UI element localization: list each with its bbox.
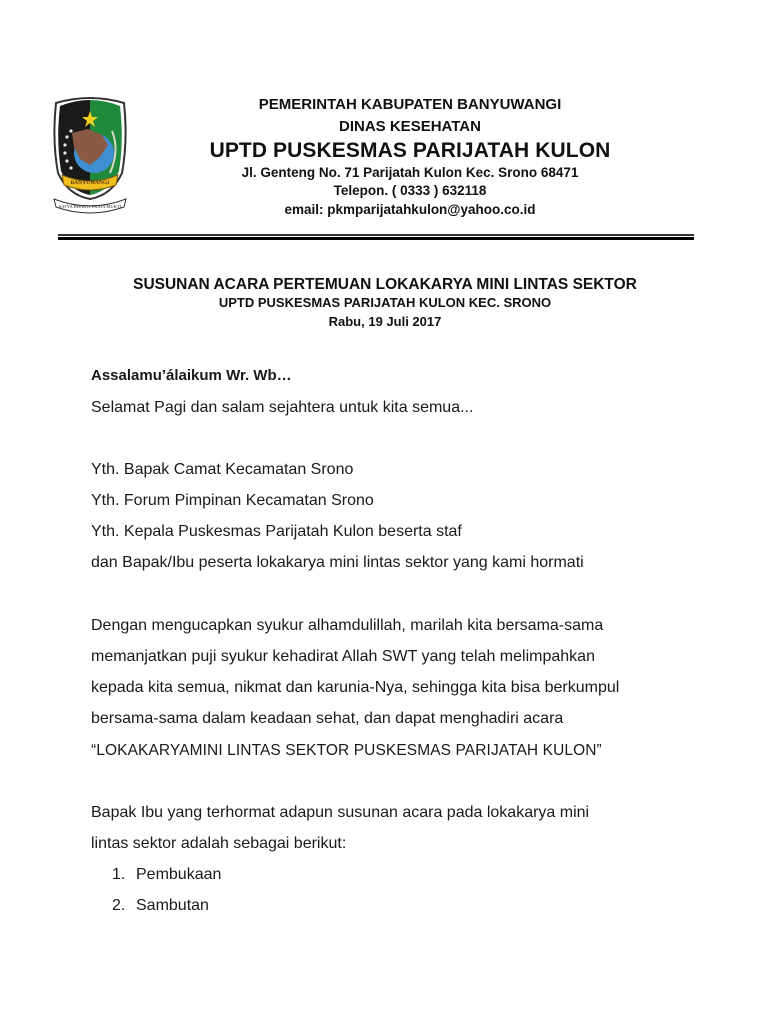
letterhead-divider-thick xyxy=(58,237,694,240)
paragraph-line: kepada kita semua, nikmat dan karunia-Nya, sehingga kita bisa berkumpul xyxy=(91,679,620,696)
institution-name: UPTD PUSKESMAS PARIJATAH KULON xyxy=(209,139,611,162)
addressee-line: Yth. Forum Pimpinan Kecamatan Srono xyxy=(91,492,374,509)
email-line: email: pkmparijatahkulon@yahoo.co.id xyxy=(284,202,536,217)
banyuwangi-crest-icon xyxy=(50,95,130,220)
addressee-line: Yth. Kepala Puskesmas Parijatah Kulon beserta staf xyxy=(91,523,462,540)
salutation: Selamat Pagi dan salam sejahtera untuk kita semua... xyxy=(91,399,474,416)
agenda-item-number: 1. xyxy=(112,866,126,883)
event-name: “LOKAKARYAMINI LINTAS SEKTOR PUSKESMAS PARIJATAH KULON” xyxy=(91,742,602,759)
paragraph-line: bersama-sama dalam keadaan sehat, dan dapat menghadiri acara xyxy=(91,710,564,727)
agenda-item-label: Sambutan xyxy=(136,897,209,914)
addressee-line: dan Bapak/Ibu peserta lokakarya mini lintas sektor yang kami hormati xyxy=(91,554,584,571)
agenda-item-label: Pembukaan xyxy=(136,866,222,883)
svg-text:BANYUWANGI: BANYUWANGI xyxy=(70,180,110,186)
document-subtitle: UPTD PUSKESMAS PARIJATAH KULON KEC. SRONO xyxy=(218,295,552,310)
letterhead-divider-thin xyxy=(58,234,694,236)
document-date: Rabu, 19 Juli 2017 xyxy=(328,314,442,329)
government-name: PEMERINTAH KABUPATEN BANYUWANGI xyxy=(258,96,562,113)
addressee-line: Yth. Bapak Camat Kecamatan Srono xyxy=(91,461,354,478)
greeting: Assalamu’álaikum Wr. Wb… xyxy=(91,367,292,384)
agenda-intro-line: Bapak Ibu yang terhormat adapun susunan acara pada lokakarya mini xyxy=(91,804,590,821)
agenda-item-number: 2. xyxy=(112,897,126,914)
paragraph-line: Dengan mengucapkan syukur alhamdulillah, marilah kita bersama-sama xyxy=(91,617,604,634)
agenda-intro-line: lintas sektor adalah sebagai berikut: xyxy=(91,835,347,852)
department-name: DINAS KESEHATAN xyxy=(339,118,481,135)
phone-line: Telepon. ( 0333 ) 632118 xyxy=(333,183,487,198)
paragraph-line: memanjatkan puji syukur kehadirat Allah SWT yang telah melimpahkan xyxy=(91,648,595,665)
svg-text:SATYA BHAKTI PRAJA MUKTI: SATYA BHAKTI PRAJA MUKTI xyxy=(58,204,122,209)
address-line: Jl. Genteng No. 71 Parijatah Kulon Kec. Srono 68471 xyxy=(241,165,579,180)
document-title: SUSUNAN ACARA PERTEMUAN LOKAKARYA MINI LINTAS SEKTOR xyxy=(133,276,637,293)
